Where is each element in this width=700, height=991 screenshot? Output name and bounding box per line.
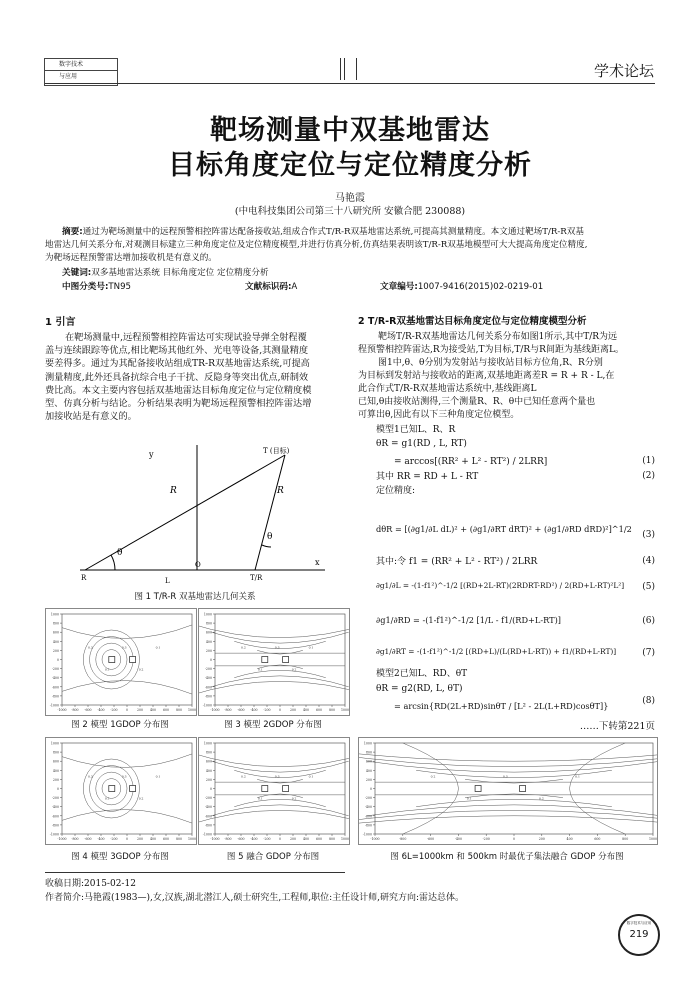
y-tick-label: 800 bbox=[365, 750, 372, 755]
station-marker bbox=[283, 786, 289, 792]
eq8b: = arcsin{RD(2L+RD)sinθT / [L² - 2L(L+RD)cosθT]} bbox=[394, 701, 609, 711]
x-tick-label: 600 bbox=[594, 837, 601, 841]
contour-label: 0.1 bbox=[155, 645, 161, 650]
x-tick-label: 200 bbox=[289, 837, 297, 841]
x-tick-label: -600 bbox=[84, 837, 92, 841]
y-tick-label: -1000 bbox=[49, 832, 59, 837]
y-tick-label: -1000 bbox=[202, 832, 212, 837]
x-tick-label: 0 bbox=[512, 837, 516, 841]
contour-label: 0.1 bbox=[308, 645, 314, 650]
y-tick-label: 800 bbox=[52, 621, 59, 626]
rr-line bbox=[85, 455, 285, 570]
eq5-number: (5) bbox=[642, 582, 655, 592]
y-tick-label: 600 bbox=[365, 759, 372, 764]
section1-body bbox=[45, 331, 345, 423]
y-tick-label: 0 bbox=[369, 787, 372, 791]
section2-body bbox=[358, 331, 656, 422]
contour-label: 0.2 bbox=[138, 796, 144, 801]
eq1a: θR = g1(RD , L, RT) bbox=[376, 439, 467, 449]
figure1-svg bbox=[45, 435, 345, 585]
x-tick-label: -1000 bbox=[210, 708, 220, 712]
y-tick-label: 1000 bbox=[363, 741, 372, 746]
s2-line: 靶场T/R-R双基地雷达几何关系分布如图1所示,其中T/R为远 bbox=[378, 332, 618, 342]
x-tick-label: 800 bbox=[175, 708, 183, 712]
y-tick-label: 800 bbox=[205, 750, 212, 755]
x-tick-label: 400 bbox=[149, 708, 157, 712]
y-tick-label: 200 bbox=[205, 648, 212, 653]
contour-label: 0.1 bbox=[308, 774, 314, 779]
y-tick-label: -800 bbox=[51, 694, 59, 699]
y-tick-label: -800 bbox=[51, 823, 59, 828]
x-tick-label: -800 bbox=[71, 837, 79, 841]
gdop-svg bbox=[199, 609, 349, 715]
contour-label: 0.2 bbox=[430, 774, 436, 779]
header-rule bbox=[45, 83, 655, 84]
accuracy-label: 定位精度: bbox=[376, 486, 416, 496]
page-number: 219 bbox=[629, 929, 649, 940]
affiliation: (中电科技集团公司第三十八研究所 安徽合肥 230088) bbox=[234, 206, 466, 217]
contour-label: 0.1 bbox=[257, 796, 263, 801]
figure5-caption: 图 5 融合 GDOP 分布图 bbox=[226, 852, 320, 862]
x-tick-label: 200 bbox=[289, 708, 297, 712]
x-tick-label: 600 bbox=[162, 837, 170, 841]
station-marker bbox=[475, 786, 481, 792]
s1-line: 加接收站是有意义的。 bbox=[45, 411, 137, 423]
x-tick-label: -400 bbox=[454, 837, 462, 841]
fig1-theta-t-label: θ bbox=[267, 532, 273, 542]
station-marker bbox=[109, 657, 115, 663]
abstract-text-1: 通过为靶场测量中的远程预警相控阵雷达配备接收站,组成合作式T/R-R双基地雷达系统,可提高其测量精度。本文通过靶场T/R-R双基 bbox=[82, 227, 584, 237]
x-tick-label: -1000 bbox=[57, 708, 67, 712]
article-number bbox=[380, 280, 543, 292]
footer-rule bbox=[45, 872, 345, 873]
figure3-caption: 图 3 模型 2GDOP 分布图 bbox=[224, 720, 322, 730]
figure6-plot bbox=[358, 737, 658, 845]
fig1-target-label: T (目标) bbox=[263, 447, 290, 455]
keywords bbox=[62, 266, 269, 278]
y-tick-label: 1000 bbox=[50, 612, 59, 617]
abstract-label: 摘要: bbox=[62, 227, 83, 237]
x-tick-label: 1000 bbox=[187, 708, 196, 712]
x-tick-label: 800 bbox=[328, 708, 336, 712]
author: 马艳霞 bbox=[335, 193, 365, 204]
y-tick-label: -600 bbox=[51, 814, 59, 819]
x-tick-label: -600 bbox=[427, 837, 435, 841]
station-marker bbox=[109, 786, 115, 792]
eq1-number: (1) bbox=[642, 456, 655, 466]
clc-value: TN95 bbox=[108, 282, 132, 292]
y-tick-label: 0 bbox=[56, 787, 59, 791]
theta-t-arc bbox=[262, 545, 271, 547]
eq5: ∂g1/∂L = -(1-f1²)^-1/2 [(RD+2L-RT)(2RDRT-RD²) / 2(RD+L-RT)²L²] bbox=[376, 581, 625, 590]
eq7: ∂g1/∂RT = -(1-f1²)^-1/2 [(RD+L)/(L(RD+L-RT)) + f1/(RD+L-RT)] bbox=[376, 647, 617, 656]
y-tick-label: -400 bbox=[51, 805, 59, 810]
eq6-number: (6) bbox=[642, 616, 655, 626]
contour-label: 0.2 bbox=[138, 667, 144, 672]
contour-label: 0.3 bbox=[274, 774, 280, 779]
y-tick-label: -200 bbox=[51, 796, 59, 801]
x-tick-label: -400 bbox=[250, 837, 258, 841]
y-tick-label: -600 bbox=[364, 814, 372, 819]
x-tick-label: -200 bbox=[482, 837, 490, 841]
y-tick-label: 600 bbox=[205, 759, 212, 764]
x-tick-label: 800 bbox=[328, 837, 336, 841]
art-label: 文章编号: bbox=[380, 282, 418, 292]
y-tick-label: 600 bbox=[52, 759, 59, 764]
doc-code bbox=[245, 280, 297, 292]
station-marker bbox=[283, 657, 289, 663]
fig1-tr-label: T/R bbox=[250, 574, 263, 582]
s2-line: 可算出θ,因此有以下三种角度定位模型。 bbox=[358, 410, 520, 420]
x-tick-label: -800 bbox=[71, 708, 79, 712]
eq8a: θR = g2(RD, L, θT) bbox=[376, 684, 463, 694]
x-tick-label: 400 bbox=[302, 708, 310, 712]
logo-line1: 数字技术 bbox=[45, 59, 117, 71]
keywords-text: 双多基地雷达系统 目标角度定位 定位精度分析 bbox=[91, 268, 269, 278]
contour-label: 0.3 bbox=[502, 774, 508, 779]
contour-label: 0.3 bbox=[121, 645, 127, 650]
fig1-y-label: y bbox=[149, 450, 154, 459]
s1-line: 在靶场测量中,远程预警相控阵雷达可实现试验导弹全射程覆 bbox=[65, 332, 307, 343]
doc-value: A bbox=[291, 282, 298, 292]
eq3-number: (3) bbox=[642, 530, 655, 540]
contour-label: 0.3 bbox=[121, 774, 127, 779]
figure2-caption: 图 2 模型 1GDOP 分布图 bbox=[71, 720, 169, 730]
contour-label: 0.2 bbox=[88, 645, 93, 650]
x-tick-label: -1000 bbox=[210, 837, 220, 841]
contour-label: 0.2 bbox=[291, 796, 297, 801]
station-marker bbox=[262, 657, 268, 663]
x-tick-label: 200 bbox=[136, 708, 144, 712]
y-tick-label: -600 bbox=[204, 685, 212, 690]
y-tick-label: 1000 bbox=[203, 741, 212, 746]
s2-line: 图1中,θ、θ分别为发射站与接收站目标方位角,R、R分别 bbox=[378, 358, 603, 368]
figure4-caption: 图 4 模型 3GDOP 分布图 bbox=[71, 852, 169, 862]
x-tick-label: 400 bbox=[149, 837, 157, 841]
contour-label: 0.1 bbox=[257, 667, 263, 672]
x-tick-label: -400 bbox=[97, 837, 105, 841]
clc bbox=[62, 280, 131, 292]
eq3: dθR = [(∂g1/∂L dL)² + (∂g1/∂RT dRT)² + (∂g1/∂RD dRD)²]^1/2 bbox=[376, 524, 632, 534]
fig1-rr-label: R bbox=[170, 486, 177, 496]
section2-heading: 2 T/R-R双基地雷达目标角度定位与定位精度模型分析 bbox=[358, 316, 587, 327]
y-tick-label: 1000 bbox=[203, 612, 212, 617]
s1-line: 要差得多。通过为其配备接收站组成TR-R双基地雷达系统,可提高 bbox=[45, 358, 310, 370]
y-tick-label: 200 bbox=[52, 777, 59, 782]
abstract-line3: 为靶场远程预警雷达增加接收机是有意义的。 bbox=[45, 253, 217, 263]
y-tick-label: 800 bbox=[52, 750, 59, 755]
continued-note: ……下转第221页 bbox=[579, 721, 655, 732]
y-tick-label: 400 bbox=[365, 768, 372, 773]
figure3-plot bbox=[198, 608, 350, 716]
y-tick-label: -200 bbox=[204, 667, 212, 672]
y-tick-label: 0 bbox=[56, 658, 59, 662]
x-tick-label: 0 bbox=[278, 837, 282, 841]
art-value: 1007-9416(2015)02-0219-01 bbox=[417, 282, 544, 292]
station-marker bbox=[130, 657, 136, 663]
station-marker bbox=[130, 786, 136, 792]
x-tick-label: 800 bbox=[175, 837, 183, 841]
x-tick-label: -400 bbox=[250, 708, 258, 712]
x-tick-label: 0 bbox=[125, 708, 129, 712]
y-tick-label: -800 bbox=[364, 823, 372, 828]
x-tick-label: 1000 bbox=[187, 837, 196, 841]
x-tick-label: -800 bbox=[399, 837, 407, 841]
x-tick-label: 600 bbox=[315, 708, 323, 712]
x-tick-label: 800 bbox=[622, 837, 629, 841]
s1-line: 测量精度,此外还具备抗综合电子干扰、反隐身等突出优点,研制效 bbox=[45, 371, 309, 383]
x-tick-label: -600 bbox=[237, 837, 245, 841]
y-tick-label: 0 bbox=[209, 658, 212, 662]
eq4: 其中:令 f1 = (RR² + L² - RT²) / 2LRR bbox=[376, 557, 538, 567]
header-bars bbox=[338, 58, 360, 80]
eq8-number: (8) bbox=[642, 696, 655, 706]
s2-line: 为目标到发射站与接收站的距离,双基地距离差R = R + R - L,在 bbox=[358, 371, 615, 381]
y-tick-label: -200 bbox=[364, 796, 372, 801]
x-tick-label: 0 bbox=[125, 837, 129, 841]
contour-label: 0.2 bbox=[241, 645, 246, 650]
plot-frame bbox=[375, 743, 653, 834]
gdop-svg bbox=[46, 738, 196, 844]
y-tick-label: -400 bbox=[204, 805, 212, 810]
s1-line: 费比高。本文主要内容包括双基地雷达目标角度定位与定位精度模 bbox=[45, 384, 312, 396]
s1-line: 盖与连续跟踪等优点,相比靶场其他红外、光电等设备,其测量精度 bbox=[45, 345, 309, 357]
rt-line bbox=[255, 455, 285, 570]
figure4-plot bbox=[45, 737, 197, 845]
x-tick-label: 1000 bbox=[340, 837, 349, 841]
x-tick-label: 1000 bbox=[648, 837, 657, 841]
y-tick-label: 800 bbox=[205, 621, 212, 626]
x-tick-label: 200 bbox=[538, 837, 545, 841]
x-tick-label: 1000 bbox=[340, 708, 349, 712]
eq4-number: (4) bbox=[642, 556, 655, 566]
contour-label: 0.2 bbox=[291, 667, 297, 672]
x-tick-label: 600 bbox=[162, 708, 170, 712]
y-tick-label: 400 bbox=[205, 639, 212, 644]
contour-label: 0.1 bbox=[104, 667, 110, 672]
x-tick-label: -600 bbox=[237, 708, 245, 712]
model2: 模型2已知L、RD、θT bbox=[376, 669, 468, 679]
theta-r-arc bbox=[111, 555, 115, 570]
contour-label: 0.3 bbox=[274, 645, 280, 650]
page-badge bbox=[618, 914, 660, 956]
page-title-line1: 靶场测量中双基地雷达 bbox=[210, 115, 490, 146]
section-label: 学术论坛 bbox=[593, 62, 654, 80]
y-tick-label: 400 bbox=[205, 768, 212, 773]
y-tick-label: -1000 bbox=[49, 703, 59, 708]
abstract-line2: 地雷达几何关系分布,对观测目标建立三种角度定位及定位精度模型,并进行仿真分析,仿真结果表明该T/R-R双基地模型可大大提高角度定位精度, bbox=[45, 240, 588, 250]
y-tick-label: -600 bbox=[51, 685, 59, 690]
x-tick-label: 0 bbox=[278, 708, 282, 712]
figure5-plot bbox=[198, 737, 350, 845]
y-tick-label: 1000 bbox=[50, 741, 59, 746]
eq6: ∂g1/∂RD = -(1-f1²)^-1/2 [1/L - f1/(RD+L-RT)] bbox=[376, 615, 561, 625]
fig1-o-label: O bbox=[195, 561, 201, 569]
x-tick-label: 400 bbox=[302, 837, 310, 841]
y-tick-label: -800 bbox=[204, 694, 212, 699]
x-tick-label: 600 bbox=[315, 837, 323, 841]
page-badge-text: 数字技术与应用 bbox=[626, 921, 652, 925]
contour-label: 0.1 bbox=[104, 796, 110, 801]
x-tick-label: -800 bbox=[224, 708, 232, 712]
fig1-x-label: x bbox=[315, 558, 320, 567]
contour-label: 0.2 bbox=[539, 796, 544, 801]
x-tick-label: -200 bbox=[263, 837, 271, 841]
y-tick-label: -400 bbox=[51, 676, 59, 681]
y-tick-label: 200 bbox=[52, 648, 59, 653]
y-tick-label: -200 bbox=[204, 796, 212, 801]
x-tick-label: -200 bbox=[110, 708, 118, 712]
plot-frame bbox=[215, 743, 345, 834]
eq1b: = arccos[(RR² + L² - RT²) / 2LRR] bbox=[394, 457, 548, 467]
contour-label: 0.1 bbox=[466, 796, 472, 801]
y-tick-label: 600 bbox=[205, 630, 212, 635]
gdop-svg bbox=[359, 738, 657, 844]
y-tick-label: 400 bbox=[52, 639, 59, 644]
y-tick-label: 0 bbox=[209, 787, 212, 791]
y-tick-label: -200 bbox=[51, 667, 59, 672]
figure1 bbox=[45, 435, 345, 585]
model1: 模型1已知L、R、R bbox=[376, 425, 456, 435]
clc-label: 中图分类号: bbox=[62, 282, 109, 292]
contour-label: 0.2 bbox=[241, 774, 246, 779]
y-tick-label: 400 bbox=[52, 768, 59, 773]
plot-frame bbox=[215, 614, 345, 705]
y-tick-label: -400 bbox=[204, 676, 212, 681]
section1-heading: 1 引言 bbox=[45, 317, 76, 328]
s2-line: 此合作式T/R-R双基地雷达系统中,基线距离L bbox=[358, 384, 537, 394]
eq2: 其中 RR = RD + L - RT bbox=[376, 472, 479, 482]
x-tick-label: -200 bbox=[263, 708, 271, 712]
station-marker bbox=[520, 786, 526, 792]
x-tick-label: 200 bbox=[136, 837, 144, 841]
station-marker bbox=[262, 786, 268, 792]
x-tick-label: -600 bbox=[84, 708, 92, 712]
s2-line: 程预警相控阵雷达,R为接受站,T为目标,T/R与R间距为基线距离L。 bbox=[358, 345, 624, 355]
received-date: 收稿日期:2015-02-12 bbox=[45, 879, 136, 889]
contour-label: 0.2 bbox=[88, 774, 93, 779]
doc-label: 文献标识码: bbox=[245, 282, 292, 292]
y-tick-label: 200 bbox=[205, 777, 212, 782]
y-tick-label: -1000 bbox=[362, 832, 372, 837]
y-tick-label: -1000 bbox=[202, 703, 212, 708]
s2-line: 已知,θ由接收站测得,三个测量R、R、θ中已知任意两个量也 bbox=[358, 397, 596, 407]
y-tick-label: -600 bbox=[204, 814, 212, 819]
figure1-caption: 图 1 T/R-R 双基地雷达几何关系 bbox=[134, 592, 256, 602]
fig1-r-label: R bbox=[81, 574, 87, 582]
y-tick-label: 600 bbox=[52, 630, 59, 635]
contour-label: 0.1 bbox=[155, 774, 161, 779]
eq2-number: (2) bbox=[642, 471, 655, 481]
x-tick-label: -400 bbox=[97, 708, 105, 712]
fig1-rt-label: R bbox=[277, 486, 284, 496]
x-tick-label: -1000 bbox=[57, 837, 67, 841]
s1-line: 型、仿真分析与结论。分析结果表明为靶场远程预警相控阵雷达增 bbox=[45, 398, 312, 410]
figure2-plot bbox=[45, 608, 197, 716]
fig1-l-label: L bbox=[165, 577, 170, 585]
x-tick-label: -200 bbox=[110, 837, 118, 841]
abstract-line1 bbox=[62, 226, 657, 238]
logo-line2: 与应用 bbox=[59, 73, 78, 80]
y-tick-label: -800 bbox=[204, 823, 212, 828]
journal-logo bbox=[44, 58, 118, 86]
gdop-svg bbox=[199, 738, 349, 844]
x-tick-label: -1000 bbox=[370, 837, 380, 841]
author-bio: 作者简介:马艳霞(1983—),女,汉族,湖北潜江人,硕士研究生,工程师,职位:主任设计师,研究方向:雷达总体。 bbox=[45, 893, 465, 903]
y-tick-label: -400 bbox=[364, 805, 372, 810]
contour-label: 0.1 bbox=[575, 774, 580, 779]
x-tick-label: -800 bbox=[224, 837, 232, 841]
figure6-caption: 图 6L=1000km 和 500km 时最优子集法融合 GDOP 分布图 bbox=[390, 852, 624, 862]
page-title-line2: 目标角度定位与定位精度分析 bbox=[168, 150, 532, 181]
keywords-label: 关键词: bbox=[62, 268, 92, 278]
x-tick-label: 400 bbox=[566, 837, 573, 841]
fig1-theta-r-label: θ bbox=[117, 548, 123, 558]
eq7-number: (7) bbox=[642, 648, 655, 658]
gdop-svg bbox=[46, 609, 196, 715]
y-tick-label: 200 bbox=[365, 777, 372, 782]
